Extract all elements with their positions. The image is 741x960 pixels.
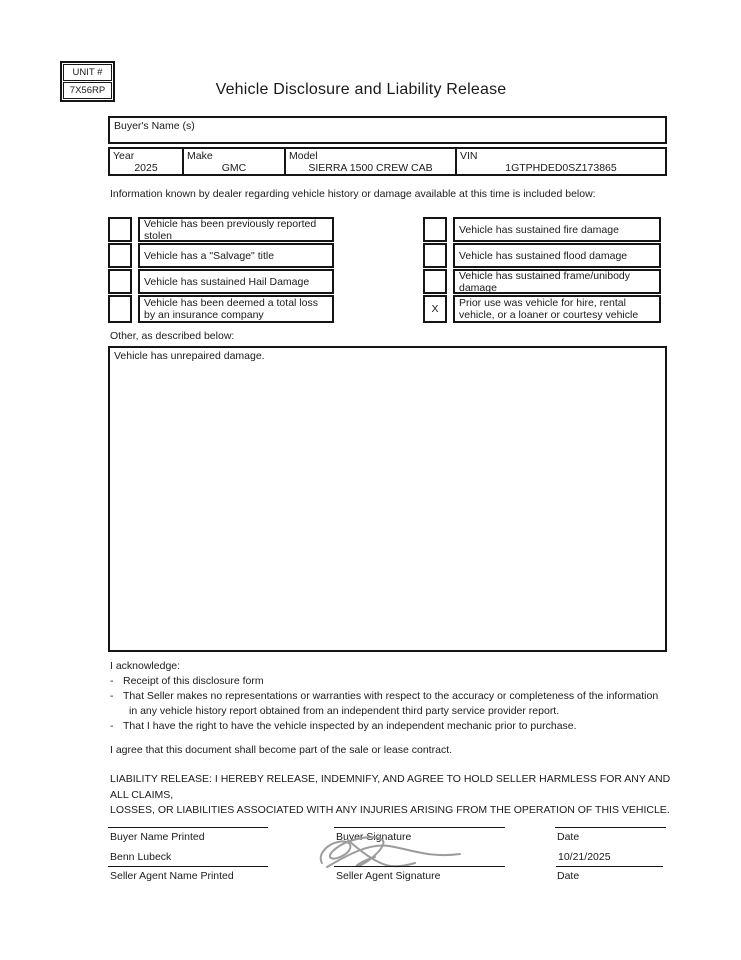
checkbox-flood-damage[interactable]: [423, 243, 447, 268]
buyer-name-field[interactable]: [108, 116, 667, 144]
acknowledge-item: - That I have the right to have the vehicle inspected by an independent mechanic prior to purchase.: [110, 720, 577, 732]
buyer-signature-signline[interactable]: [334, 827, 505, 828]
seller-name-signline[interactable]: [108, 866, 268, 867]
checkbox-salvage-title[interactable]: [108, 243, 132, 268]
disclosure-row: [108, 217, 334, 242]
unit-value: 7X56RP: [63, 82, 112, 99]
disclosure-intro: Information known by dealer regarding vehicle history or damage available at this time is included below:: [110, 188, 596, 200]
buyer-name-signline[interactable]: [108, 827, 268, 828]
year-label: Year: [113, 150, 135, 162]
agree-statement: I agree that this document shall become part of the sale or lease contract.: [110, 744, 453, 756]
checkbox-stolen[interactable]: [108, 217, 132, 242]
disclosure-row: [423, 243, 661, 268]
make-value: GMC: [221, 162, 247, 174]
liability-line-1: LIABILITY RELEASE: I HEREBY RELEASE, INDEMNIFY, AND AGREE TO HOLD SELLER HARMLESS FOR ANY AND ALL CLAIMS,: [110, 773, 671, 801]
acknowledge-list: [110, 674, 690, 734]
seller-agent-name-value: Benn Lubeck: [110, 851, 172, 863]
label-flood-damage: Vehicle has sustained flood damage: [453, 243, 661, 268]
disclosure-row: [423, 269, 661, 294]
seller-date-signline[interactable]: [556, 866, 663, 867]
vehicle-vin-cell[interactable]: [457, 149, 665, 174]
seller-date-label: Date: [557, 870, 580, 882]
seller-agent-name-printed-label: Seller Agent Name Printed: [110, 870, 234, 882]
disclosure-right-group: [423, 217, 661, 323]
disclosure-row: [423, 295, 661, 323]
disclosure-row: [108, 269, 334, 294]
liability-release: [110, 772, 690, 819]
label-frame-damage: Vehicle has sustained frame/unibody damage: [453, 269, 661, 294]
label-stolen: Vehicle has been previously reported stolen: [138, 217, 334, 242]
vehicle-year-cell[interactable]: [110, 149, 184, 174]
bullet-dash: -: [110, 720, 114, 732]
checkbox-fire-damage[interactable]: [423, 217, 447, 242]
checkbox-frame-damage[interactable]: [423, 269, 447, 294]
buyer-date-signline[interactable]: [555, 827, 666, 828]
disclosure-row: [108, 295, 334, 323]
disclosure-row: [423, 217, 661, 242]
vin-value: 1GTPHDED0SZ173865: [505, 162, 617, 174]
vin-label: VIN: [460, 150, 478, 162]
liability-line-2: LOSSES, OR LIABILITIES ASSOCIATED WITH ANY INJURIES ARISING FROM THE OPERATION OF THIS VEHICLE.: [110, 804, 670, 816]
checkbox-hail-damage[interactable]: [108, 269, 132, 294]
acknowledge-item-continuation: in any vehicle history report obtained from an independent third party service provider report.: [110, 704, 690, 719]
bullet-dash: -: [110, 675, 114, 687]
bullet-dash: -: [110, 690, 114, 702]
other-description-field[interactable]: [108, 346, 667, 652]
buyer-name-printed-label: Buyer Name Printed: [110, 831, 205, 843]
checkbox-total-loss[interactable]: [108, 295, 132, 323]
checkbox-prior-use[interactable]: X: [423, 295, 447, 323]
vehicle-model-cell[interactable]: [286, 149, 457, 174]
model-label: Model: [289, 150, 318, 162]
acknowledge-item: - That Seller makes no representations or warranties with respect to the accuracy or completeness of the information: [110, 690, 659, 702]
model-value: SIERRA 1500 CREW CAB: [308, 162, 433, 174]
other-description-value: Vehicle has unrepaired damage.: [114, 350, 265, 362]
seller-signature-signline[interactable]: [334, 866, 505, 867]
label-total-loss: Vehicle has been deemed a total loss by an insurance company: [138, 295, 334, 323]
bullet-none: [110, 704, 123, 719]
acknowledge-block: [110, 659, 690, 734]
other-label: Other, as described below:: [110, 330, 235, 342]
buyer-date-label: Date: [557, 831, 580, 843]
page-title: Vehicle Disclosure and Liability Release: [215, 81, 507, 98]
unit-label: UNIT #: [63, 64, 112, 81]
label-prior-use: Prior use was vehicle for hire, rental vehicle, or a loaner or courtesy vehicle: [453, 295, 661, 323]
year-value: 2025: [134, 162, 158, 174]
seller-agent-signature-label: Seller Agent Signature: [336, 870, 441, 882]
seller-signature-scribble: [315, 833, 467, 873]
acknowledge-item: - Receipt of this disclosure form: [110, 675, 264, 687]
vehicle-table: [108, 147, 667, 176]
disclosure-row: [108, 243, 334, 268]
buyer-name-label: Buyer's Name (s): [114, 120, 195, 132]
acknowledge-heading: I acknowledge:: [110, 660, 181, 672]
disclosure-left-group: [108, 217, 334, 323]
label-fire-damage: Vehicle has sustained fire damage: [453, 217, 661, 242]
buyer-signature-label: Buyer Signature: [336, 831, 412, 843]
label-salvage-title: Vehicle has a "Salvage" title: [138, 243, 334, 268]
seller-date-value: 10/21/2025: [558, 851, 611, 863]
label-hail-damage: Vehicle has sustained Hail Damage: [138, 269, 334, 294]
make-label: Make: [187, 150, 213, 162]
vehicle-make-cell[interactable]: [184, 149, 286, 174]
